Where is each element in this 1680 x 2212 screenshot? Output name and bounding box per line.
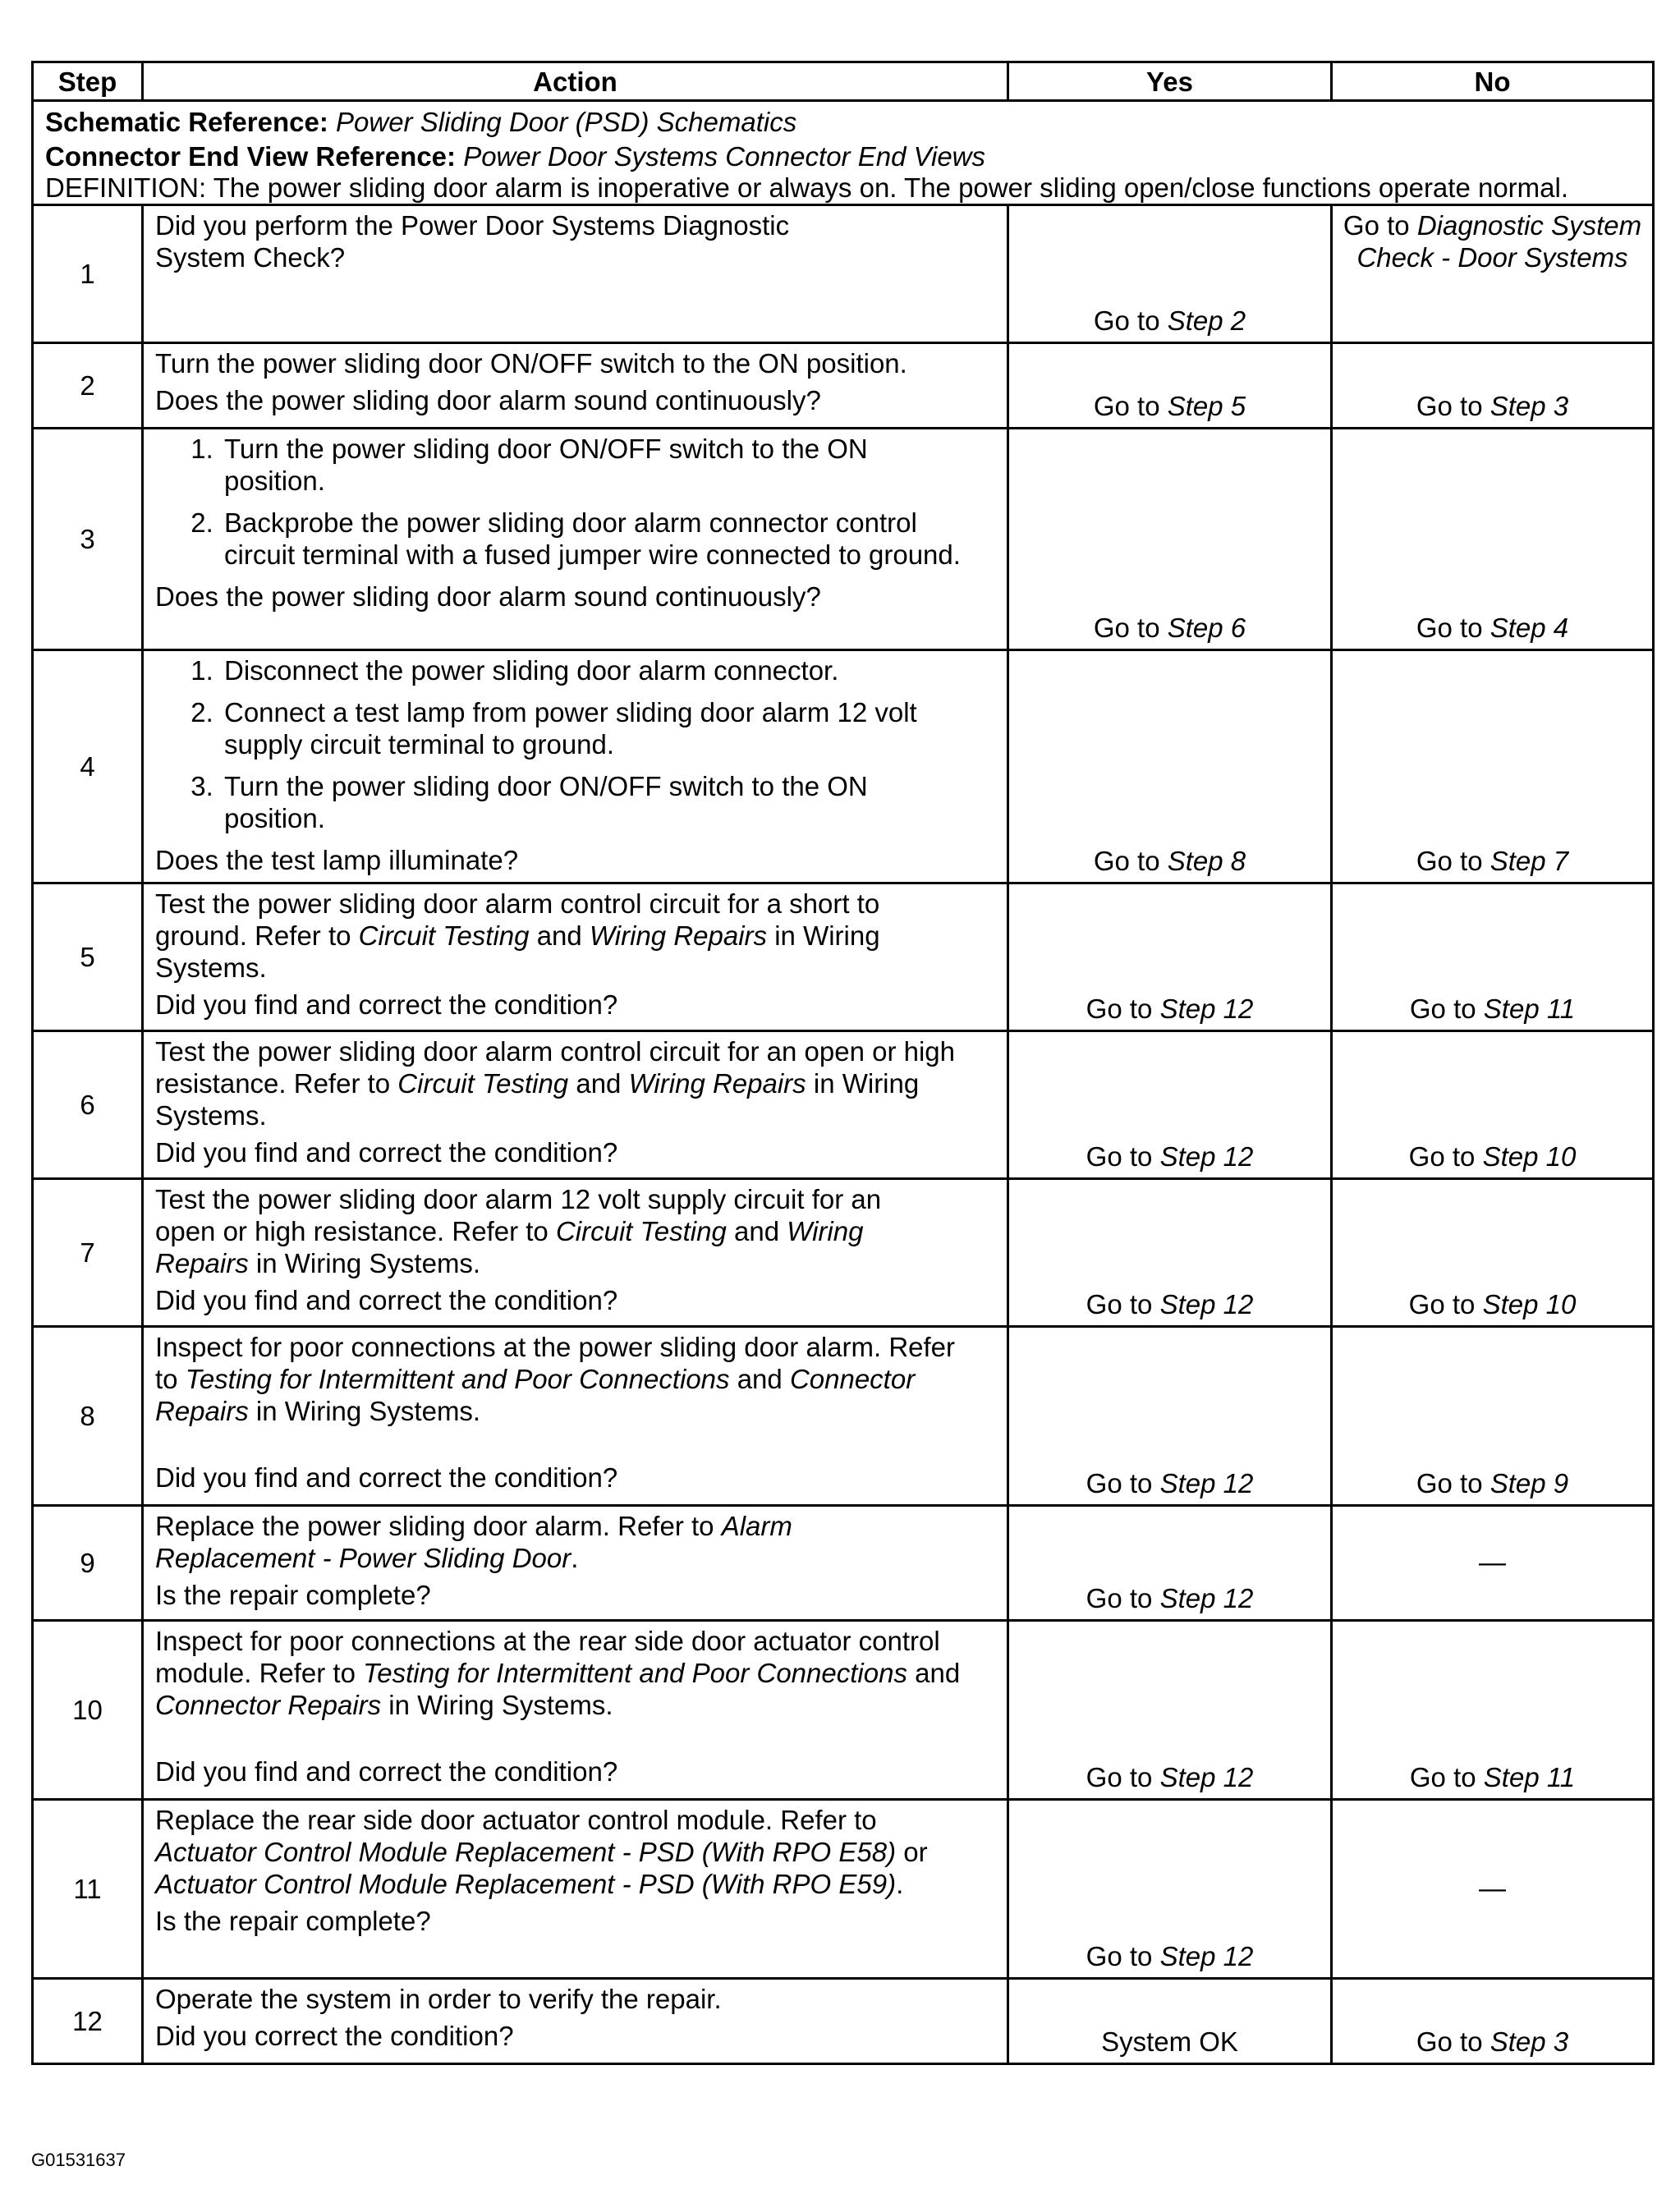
yes-prefix: Go to bbox=[1093, 613, 1168, 643]
schematic-reference bbox=[45, 105, 1641, 140]
action-cell bbox=[143, 343, 1008, 429]
no-cell: — bbox=[1332, 1800, 1654, 1979]
ref-link[interactable]: Testing for Intermittent and Poor Connections bbox=[363, 1658, 907, 1688]
step-number: 5 bbox=[33, 883, 143, 1031]
yes-step-link[interactable]: Step 2 bbox=[1167, 305, 1246, 336]
no-step-link[interactable]: Step 3 bbox=[1490, 391, 1569, 421]
no-cell bbox=[1332, 1327, 1654, 1506]
definition-text: DEFINITION: The power sliding door alarm is inoperative or always on. The power sliding open/close functions operate normal. bbox=[45, 172, 1569, 203]
ref-link[interactable]: Wiring Repairs bbox=[628, 1068, 806, 1099]
yes-cell bbox=[1008, 1179, 1332, 1327]
ref-link[interactable]: Circuit Testing bbox=[555, 1216, 727, 1246]
no-prefix: Go to bbox=[1343, 210, 1417, 241]
yes-cell bbox=[1008, 429, 1332, 650]
instruction-list bbox=[155, 433, 995, 571]
yes-cell bbox=[1008, 650, 1332, 883]
action-text: Replace the power sliding door alarm. Refer to Alarm Replacement - Power Sliding Door. bbox=[155, 1511, 792, 1573]
yes-cell bbox=[1008, 343, 1332, 429]
list-item: 2. Backprobe the power sliding door alarm connector control circuit terminal with a fused jumper wire connected to ground. bbox=[221, 507, 963, 571]
step-number: 12 bbox=[33, 1979, 143, 2064]
question-text: Did you perform the Power Door Systems Diagnostic System Check? bbox=[155, 210, 790, 273]
no-cell bbox=[1332, 429, 1654, 650]
no-prefix: Go to bbox=[1409, 994, 1484, 1024]
no-step-link[interactable]: Diagnostic System Check - Door Systems bbox=[1356, 210, 1642, 273]
action-cell bbox=[143, 650, 1008, 883]
no-prefix: Go to bbox=[1416, 391, 1490, 421]
question-text: Does the power sliding door alarm sound continuously? bbox=[155, 581, 821, 612]
yes-prefix: Go to bbox=[1093, 846, 1168, 876]
no-step-link[interactable]: Step 7 bbox=[1490, 846, 1569, 876]
no-prefix: Go to bbox=[1416, 846, 1490, 876]
figure-id: G01531637 bbox=[31, 2150, 126, 2170]
yes-prefix: Go to bbox=[1086, 1289, 1160, 1319]
table-row bbox=[33, 1979, 1654, 2064]
yes-prefix: Go to bbox=[1086, 1583, 1160, 1613]
question-text: Did you find and correct the condition? bbox=[155, 1137, 618, 1168]
action-cell bbox=[143, 1506, 1008, 1621]
table-row bbox=[33, 343, 1654, 429]
action-text: Inspect for poor connections at the power sliding door alarm. Refer to Testing for Intermittent and Poor Connections and Connector Repairs in Wiring Systems. bbox=[155, 1332, 956, 1426]
connector-reference bbox=[45, 140, 1641, 174]
step-number: 7 bbox=[33, 1179, 143, 1327]
no-cell bbox=[1332, 1179, 1654, 1327]
question-text: Is the repair complete? bbox=[155, 1580, 431, 1610]
step-number: 11 bbox=[33, 1800, 143, 1979]
no-cell bbox=[1332, 1031, 1654, 1179]
step-number: 2 bbox=[33, 343, 143, 429]
no-step-link[interactable]: Step 3 bbox=[1490, 2026, 1569, 2057]
question-text: Is the repair complete? bbox=[155, 1906, 431, 1936]
no-cell bbox=[1332, 1621, 1654, 1800]
table-row bbox=[33, 205, 1654, 343]
header-row bbox=[33, 62, 1654, 101]
question-text: Does the test lamp illuminate? bbox=[155, 845, 519, 875]
list-item: 1. Disconnect the power sliding door alarm connector. bbox=[221, 654, 995, 686]
yes-step-link[interactable]: Step 6 bbox=[1167, 613, 1246, 643]
no-step-link[interactable]: Step 4 bbox=[1490, 613, 1569, 643]
step-number: 4 bbox=[33, 650, 143, 883]
no-cell bbox=[1332, 205, 1654, 343]
ref-link[interactable]: Connector Repairs bbox=[155, 1690, 382, 1720]
yes-prefix: Go to bbox=[1086, 1468, 1160, 1498]
no-step-link[interactable]: Step 10 bbox=[1482, 1289, 1577, 1319]
header-action: Action bbox=[143, 62, 1008, 101]
yes-cell: System OK bbox=[1008, 1979, 1332, 2064]
step-number: 1 bbox=[33, 205, 143, 343]
action-cell bbox=[143, 883, 1008, 1031]
yes-prefix: Go to bbox=[1093, 391, 1168, 421]
yes-cell bbox=[1008, 205, 1332, 343]
question-text: Did you find and correct the condition? bbox=[155, 1756, 618, 1787]
yes-prefix: Go to bbox=[1093, 305, 1168, 336]
yes-prefix: Go to bbox=[1086, 1762, 1160, 1792]
header-no: No bbox=[1332, 62, 1654, 101]
no-step-link[interactable]: Step 9 bbox=[1490, 1468, 1569, 1498]
ref-link[interactable]: Alarm Replacement - Power Sliding Door bbox=[155, 1511, 792, 1573]
action-cell bbox=[143, 429, 1008, 650]
no-cell: — bbox=[1332, 1506, 1654, 1621]
no-step-link[interactable]: Step 11 bbox=[1483, 1762, 1576, 1792]
action-text: Test the power sliding door alarm control circuit for a short to ground. Refer to Circuit Testing and Wiring Repairs in Wiring Systems. bbox=[155, 888, 880, 983]
no-cell bbox=[1332, 343, 1654, 429]
action-cell bbox=[143, 1979, 1008, 2064]
ref-link[interactable]: Connector Repairs bbox=[155, 1364, 916, 1426]
schematic-reference-value: Power Sliding Door (PSD) Schematics bbox=[336, 107, 797, 137]
list-item: 3. Turn the power sliding door ON/OFF switch to the ON position. bbox=[221, 770, 906, 834]
question-text: Does the power sliding door alarm sound continuously? bbox=[155, 385, 821, 415]
no-prefix: Go to bbox=[1408, 1141, 1483, 1172]
table-row bbox=[33, 883, 1654, 1031]
no-prefix: Go to bbox=[1408, 1289, 1483, 1319]
diagnostic-table-sheet bbox=[31, 61, 1652, 2065]
yes-step-link[interactable]: Step 12 bbox=[1159, 1141, 1254, 1172]
schematic-reference-label: Schematic Reference: bbox=[45, 107, 328, 137]
step-number: 8 bbox=[33, 1327, 143, 1506]
yes-step-link[interactable]: Step 12 bbox=[1159, 1941, 1254, 1971]
no-cell bbox=[1332, 1979, 1654, 2064]
yes-step-link[interactable]: Step 8 bbox=[1167, 846, 1246, 876]
action-text: Operate the system in order to verify the repair. bbox=[155, 1984, 722, 2014]
step-number: 9 bbox=[33, 1506, 143, 1621]
header-step: Step bbox=[33, 62, 143, 101]
no-step-link[interactable]: Step 10 bbox=[1482, 1141, 1577, 1172]
action-cell bbox=[143, 1031, 1008, 1179]
yes-cell bbox=[1008, 1031, 1332, 1179]
action-text: Test the power sliding door alarm control circuit for an open or high resistance. Refer to Circuit Testing and Wiring Repairs in Wiring Systems. bbox=[155, 1036, 955, 1131]
step-number: 3 bbox=[33, 429, 143, 650]
action-text: Turn the power sliding door ON/OFF switch to the ON position. bbox=[155, 348, 907, 379]
no-cell bbox=[1332, 650, 1654, 883]
instruction-list bbox=[155, 654, 995, 834]
table-row bbox=[33, 1800, 1654, 1979]
connector-reference-value: Power Door Systems Connector End Views bbox=[463, 141, 986, 172]
yes-cell bbox=[1008, 1621, 1332, 1800]
list-item: 1. Turn the power sliding door ON/OFF switch to the ON position. bbox=[221, 433, 906, 497]
yes-step-link[interactable]: Step 12 bbox=[1159, 1583, 1254, 1613]
yes-step-link[interactable]: Step 12 bbox=[1159, 994, 1254, 1024]
yes-step-link[interactable]: Step 12 bbox=[1159, 1762, 1254, 1792]
action-cell bbox=[143, 1327, 1008, 1506]
ref-link[interactable]: Actuator Control Module Replacement - PSD (With RPO E59) bbox=[155, 1869, 897, 1899]
question-text: Did you find and correct the condition? bbox=[155, 989, 618, 1020]
ref-link[interactable]: Wiring Repairs bbox=[155, 1216, 864, 1278]
ref-link[interactable]: Circuit Testing bbox=[397, 1068, 569, 1099]
list-item: 2. Connect a test lamp from power sliding door alarm 12 volt supply circuit terminal to ground. bbox=[221, 696, 963, 760]
question-text: Did you find and correct the condition? bbox=[155, 1285, 618, 1315]
step-number: 10 bbox=[33, 1621, 143, 1800]
reference-row bbox=[33, 101, 1654, 205]
table-row bbox=[33, 1031, 1654, 1179]
table-row bbox=[33, 1621, 1654, 1800]
action-cell bbox=[143, 205, 1008, 343]
yes-cell bbox=[1008, 883, 1332, 1031]
ref-link[interactable]: Wiring Repairs bbox=[589, 920, 768, 951]
yes-cell bbox=[1008, 1327, 1332, 1506]
no-prefix: Go to bbox=[1416, 1468, 1490, 1498]
action-text: Inspect for poor connections at the rear side door actuator control module. Refer to Testing for Intermittent and Poor Connections and Connector Repairs in Wiring Systems. bbox=[155, 1626, 961, 1720]
yes-cell bbox=[1008, 1800, 1332, 1979]
ref-link[interactable]: Actuator Control Module Replacement - PSD (With RPO E58) bbox=[155, 1837, 897, 1867]
ref-link[interactable]: Circuit Testing bbox=[358, 920, 530, 951]
question-text: Did you correct the condition? bbox=[155, 2021, 514, 2051]
action-text: Replace the rear side door actuator control module. Refer to Actuator Control Module Replacement - PSD (With RPO E58) or Actuator Control Module Replacement - PSD (With RPO E59). bbox=[155, 1805, 928, 1899]
action-cell bbox=[143, 1179, 1008, 1327]
yes-step-link[interactable]: Step 12 bbox=[1159, 1289, 1254, 1319]
action-cell bbox=[143, 1800, 1008, 1979]
question-text: Did you find and correct the condition? bbox=[155, 1462, 618, 1493]
yes-prefix: Go to bbox=[1086, 1941, 1160, 1971]
step-number: 6 bbox=[33, 1031, 143, 1179]
yes-prefix: Go to bbox=[1086, 1141, 1160, 1172]
header-yes: Yes bbox=[1008, 62, 1332, 101]
table-row bbox=[33, 650, 1654, 883]
yes-step-link[interactable]: Step 5 bbox=[1167, 391, 1246, 421]
diagnostic-table bbox=[31, 61, 1655, 2065]
connector-reference-label: Connector End View Reference: bbox=[45, 141, 457, 172]
reference-cell bbox=[33, 101, 1654, 205]
table-row bbox=[33, 1327, 1654, 1506]
no-prefix: Go to bbox=[1409, 1762, 1484, 1792]
no-prefix: Go to bbox=[1416, 2026, 1490, 2057]
table-row bbox=[33, 1179, 1654, 1327]
yes-cell bbox=[1008, 1506, 1332, 1621]
yes-prefix: Go to bbox=[1086, 994, 1160, 1024]
no-cell bbox=[1332, 883, 1654, 1031]
yes-step-link[interactable]: Step 12 bbox=[1159, 1468, 1254, 1498]
action-cell bbox=[143, 1621, 1008, 1800]
table-row bbox=[33, 1506, 1654, 1621]
ref-link[interactable]: Testing for Intermittent and Poor Connections bbox=[185, 1364, 730, 1394]
action-text: Test the power sliding door alarm 12 volt supply circuit for an open or high resistance. Refer to Circuit Testing and Wiring Repairs in Wiring Systems. bbox=[155, 1184, 882, 1278]
no-prefix: Go to bbox=[1416, 613, 1490, 643]
no-step-link[interactable]: Step 11 bbox=[1483, 994, 1576, 1024]
table-row bbox=[33, 429, 1654, 650]
